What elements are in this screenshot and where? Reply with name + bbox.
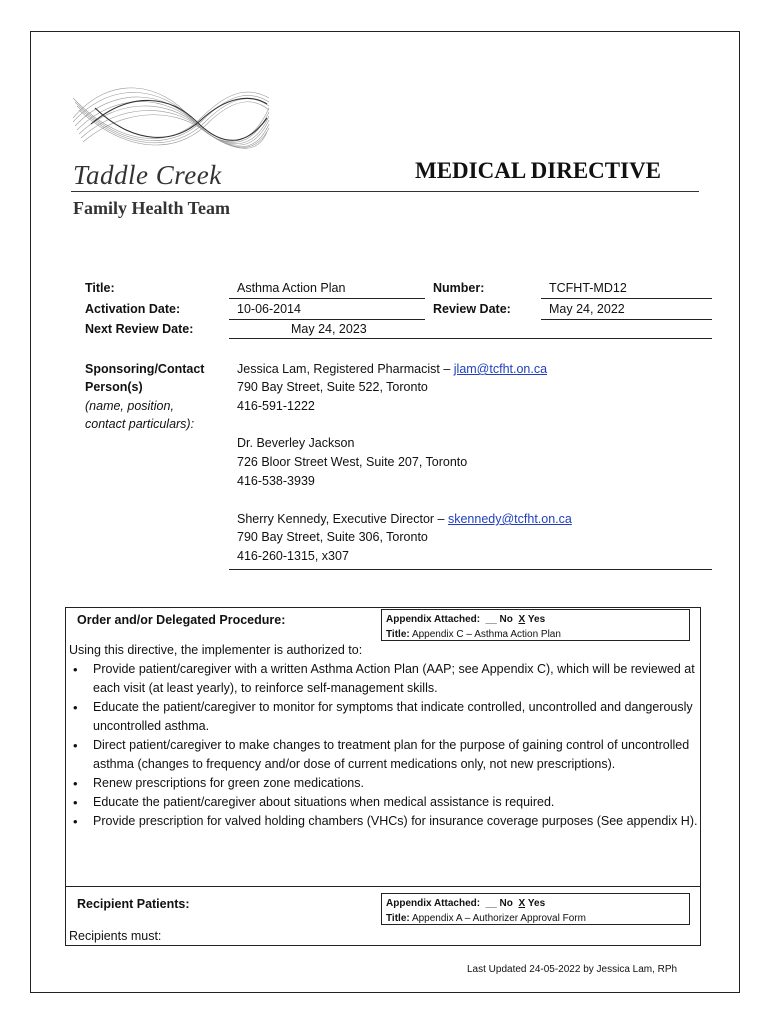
number-underline (541, 298, 712, 299)
number-value: TCFHT-MD12 (549, 281, 627, 295)
order-appendix-box (381, 609, 690, 641)
next-review-date-underline (229, 338, 712, 339)
activation-date-underline (229, 319, 425, 320)
contact-2-phone: 416-538-3939 (237, 474, 315, 488)
document-page (30, 31, 740, 993)
order-appendix-mark: X (518, 614, 526, 625)
recipient-appendix-attached: Appendix Attached: __ No X Yes (386, 898, 546, 909)
contact-label-line2: Person(s) (85, 380, 143, 394)
contact-1-address: 790 Bay Street, Suite 522, Toronto (237, 380, 428, 394)
contact-2-name: Dr. Beverley Jackson (237, 436, 355, 450)
review-date-underline (541, 319, 712, 320)
contact-label-line1: Sponsoring/Contact (85, 362, 205, 376)
order-section-body (69, 641, 699, 831)
contact-3-phone: 416-260-1315, x307 (237, 549, 349, 563)
contact-label-line4: contact particulars): (85, 417, 195, 431)
contact-label-line3: (name, position, (85, 399, 174, 413)
contact-1-phone: 416-591-1222 (237, 399, 315, 413)
number-label: Number: (433, 281, 485, 295)
contact-3-name: Sherry Kennedy, Executive Director – skennedy@tcfht.on.ca (237, 512, 572, 526)
order-appendix-title: Title: Appendix C – Asthma Action Plan (386, 629, 561, 640)
order-bullet-list (69, 660, 699, 831)
list-item: • Provide patient/caregiver with a written Asthma Action Plan (AAP; see Appendix C), which will be reviewed at each visit (at least yearly), to reinforce self-management skills. (69, 660, 699, 698)
recipient-appendix-box (381, 893, 690, 925)
list-item: • Provide prescription for valved holding chambers (VHCs) for insurance coverage purposes (See appendix H). (69, 812, 699, 831)
review-date-value: May 24, 2022 (549, 302, 625, 316)
title-value: Asthma Action Plan (237, 281, 346, 295)
order-intro: Using this directive, the implementer is authorized to: (69, 643, 363, 657)
activation-date-value: 10-06-2014 (237, 302, 301, 316)
order-section-heading: Order and/or Delegated Procedure: (77, 613, 286, 627)
recipient-appendix-mark: X (518, 898, 526, 909)
recipient-section-heading: Recipient Patients: (77, 897, 190, 911)
recipient-appendix-title: Title: Appendix A – Authorizer Approval Form (386, 913, 586, 924)
contact-3-address: 790 Bay Street, Suite 306, Toronto (237, 530, 428, 544)
logo-swoosh-graphic (71, 78, 271, 158)
next-review-date-label: Next Review Date: (85, 322, 194, 336)
contact-1-email-link[interactable]: jlam@tcfht.on.ca (453, 362, 548, 376)
next-review-date-value: May 24, 2023 (291, 322, 367, 336)
recipient-intro: Recipients must: (69, 929, 162, 943)
title-underline (229, 298, 425, 299)
activation-date-label: Activation Date: (85, 302, 181, 316)
contacts-underline (229, 569, 712, 570)
review-date-label: Review Date: (433, 302, 511, 316)
contact-2-address: 726 Bloor Street West, Suite 207, Toronto (237, 455, 468, 469)
org-name: Taddle Creek (73, 160, 222, 190)
list-item: • Direct patient/caregiver to make changes to treatment plan for the purpose of gaining control of uncontrolled asthma (changes to frequency and/or dose of current medications only, not new prescriptions). (69, 736, 699, 774)
org-subtitle: Family Health Team (73, 198, 230, 218)
footer-last-updated: Last Updated 24-05-2022 by Jessica Lam, RPh (467, 964, 678, 975)
list-item: • Renew prescriptions for green zone medications. (69, 774, 699, 793)
title-label: Title: (85, 281, 115, 295)
document-type-title: MEDICAL DIRECTIVE (415, 158, 662, 183)
list-item: • Educate the patient/caregiver to monitor for symptoms that indicate controlled, uncontrolled and dangerously uncontrolled asthma. (69, 698, 699, 736)
list-item: • Educate the patient/caregiver about situations when medical assistance is required. (69, 793, 699, 812)
contact-1-name: Jessica Lam, Registered Pharmacist – jlam@tcfht.on.ca (237, 362, 548, 376)
header-divider (71, 191, 699, 192)
order-appendix-attached: Appendix Attached: __ No X Yes (386, 614, 546, 625)
contact-3-email-link[interactable]: skennedy@tcfht.on.ca (447, 512, 572, 526)
